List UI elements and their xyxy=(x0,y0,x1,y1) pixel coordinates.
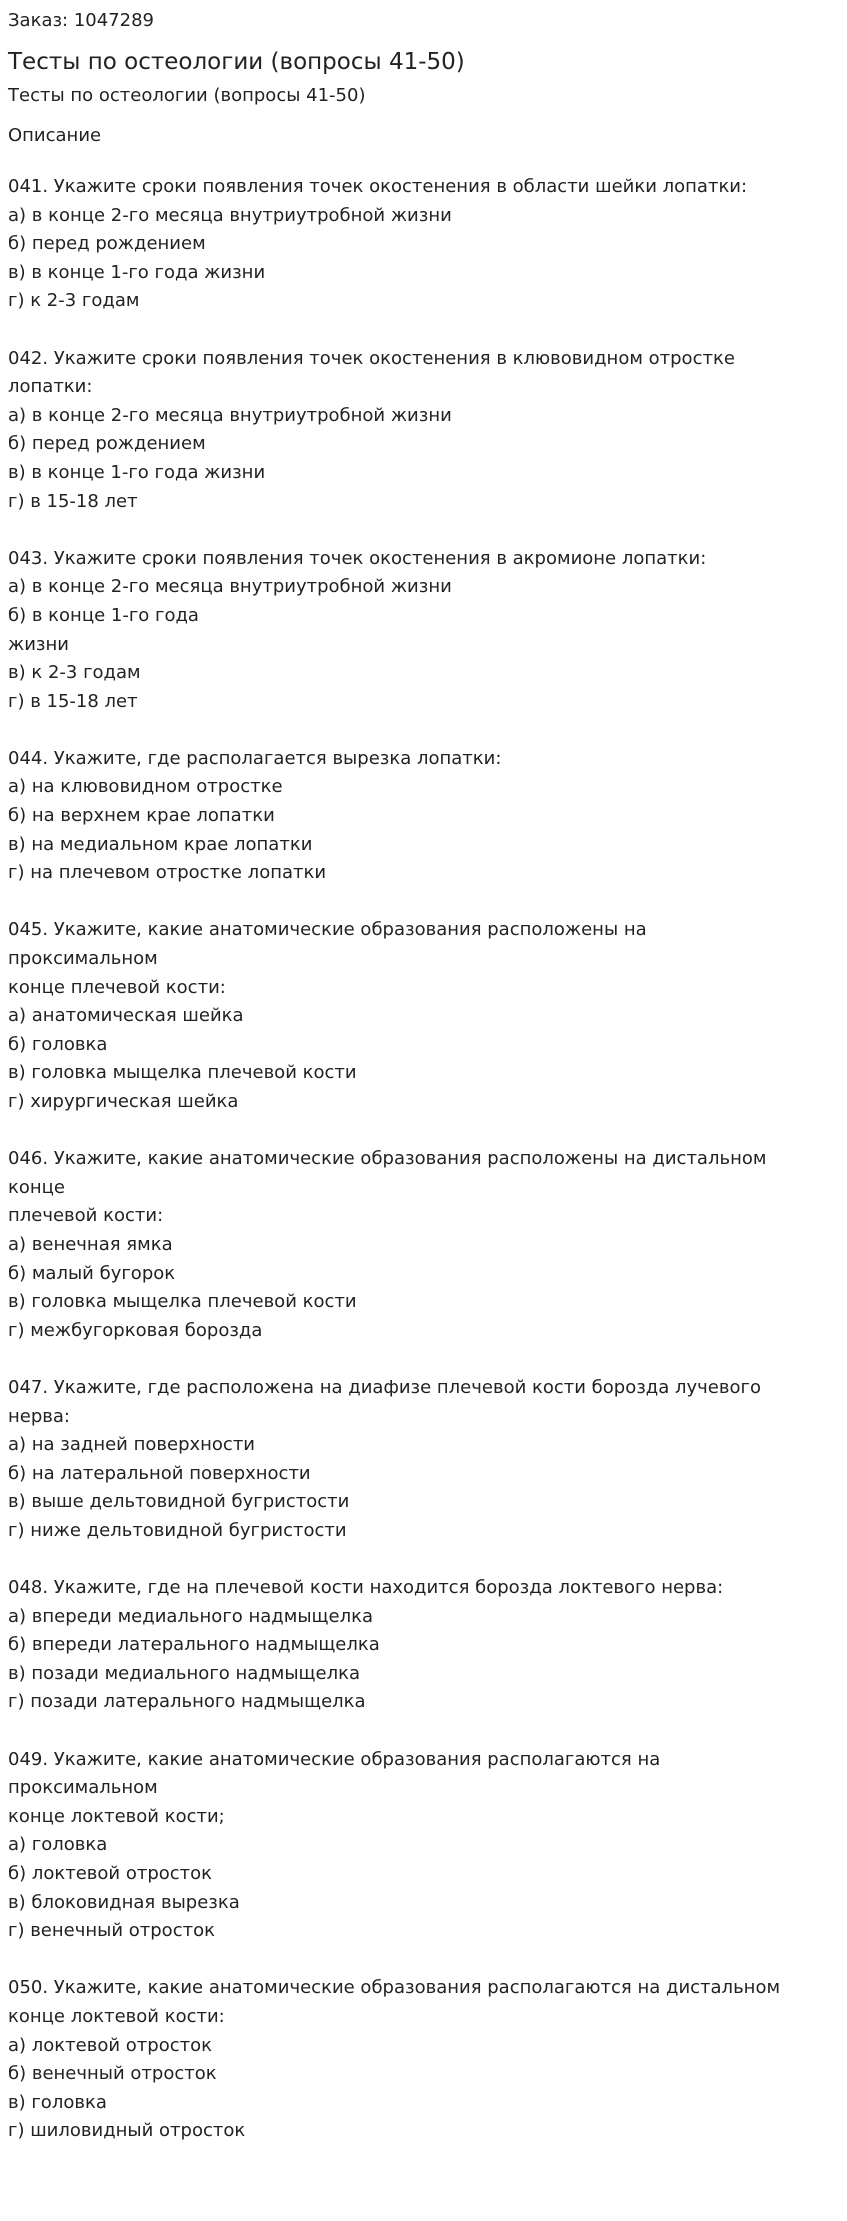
question-text: плечевой кости: xyxy=(8,1205,164,1227)
question-044 xyxy=(8,745,839,888)
question-text: нерва: xyxy=(8,1405,70,1427)
answer-option: в) головка мыщелка плечевой кости xyxy=(8,1062,357,1084)
question-text: проксимальном xyxy=(8,948,158,970)
answer-option: а) венечная ямка xyxy=(8,1233,173,1255)
answer-option: в) блоковидная вырезка xyxy=(8,1891,240,1913)
question-text: 049. Укажите, какие анатомические образования располагаются на xyxy=(8,1748,661,1770)
question-text: конце xyxy=(8,1176,65,1198)
question-047 xyxy=(8,1374,839,1546)
answer-option: б) в конце 1-го года xyxy=(8,604,199,626)
question-text: 042. Укажите сроки появления точек окостенения в клювовидном отростке xyxy=(8,347,735,369)
answer-option: б) впереди латерального надмыщелка xyxy=(8,1634,380,1656)
question-048 xyxy=(8,1574,839,1717)
question-041 xyxy=(8,173,839,316)
answer-option: в) головка xyxy=(8,2091,107,2113)
answer-option: б) перед рождением xyxy=(8,233,206,255)
question-045 xyxy=(8,916,839,1116)
answer-option: б) локтевой отросток xyxy=(8,1863,213,1885)
order-number: Заказ: 1047289 xyxy=(8,10,154,31)
question-text: конце плечевой кости: xyxy=(8,976,226,998)
answer-option: а) головка xyxy=(8,1834,108,1856)
answer-option: а) на клювовидном отростке xyxy=(8,776,283,798)
answer-option: а) в конце 2-го месяца внутриутробной жизни xyxy=(8,204,452,226)
answer-option: в) позади медиального надмыщелка xyxy=(8,1662,360,1684)
description-label: Описание xyxy=(8,125,102,146)
answer-option: г) в 15-18 лет xyxy=(8,490,138,512)
question-050 xyxy=(8,1974,839,2146)
question-text: лопатки: xyxy=(8,376,93,398)
answer-option: б) венечный отросток xyxy=(8,2063,217,2085)
question-text: 041. Укажите сроки появления точек окостенения в области шейки лопатки: xyxy=(8,176,748,197)
answer-option: г) венечный отросток xyxy=(8,1920,215,1942)
question-text: конце локтевой кости: xyxy=(8,2006,225,2027)
answer-option: в) в конце 1-го года жизни xyxy=(8,261,266,283)
answer-option: г) шиловидный отросток xyxy=(8,2120,246,2142)
answer-option: а) на задней поверхности xyxy=(8,1434,256,1456)
answer-option: в) выше дельтовидной бугристости xyxy=(8,1491,350,1513)
answer-option: б) перед рождением xyxy=(8,433,206,455)
answer-option: а) впереди медиального надмыщелка xyxy=(8,1605,373,1627)
answer-option: г) позади латерального надмыщелка xyxy=(8,1691,366,1713)
question-042 xyxy=(8,345,839,517)
question-text: 050. Укажите, какие анатомические образования располагаются на дистальном xyxy=(8,1977,781,1999)
question-text: 047. Укажите, где расположена на диафизе плечевой кости борозда лучевого xyxy=(8,1376,761,1398)
answer-option: г) хирургическая шейка xyxy=(8,1091,239,1112)
question-text: проксимальном xyxy=(8,1777,158,1799)
question-text: 045. Укажите, какие анатомические образования расположены на xyxy=(8,919,647,941)
answer-option: г) ниже дельтовидной бугристости xyxy=(8,1519,347,1541)
answer-option: б) головка xyxy=(8,1033,108,1055)
answer-option: в) на медиальном крае лопатки xyxy=(8,833,313,855)
answer-option: в) в конце 1-го года жизни xyxy=(8,461,266,483)
question-text: конце локтевой кости; xyxy=(8,1805,225,1827)
page-subtitle: Тесты по остеологии (вопросы 41-50) xyxy=(8,85,366,106)
answer-option: жизни xyxy=(8,633,69,655)
question-text: 046. Укажите, какие анатомические образования расположены на дистальном xyxy=(8,1148,767,1170)
question-text: 048. Укажите, где на плечевой кости находится борозда локтевого нерва: xyxy=(8,1577,724,1599)
answer-option: а) в конце 2-го месяца внутриутробной жизни xyxy=(8,576,452,598)
answer-option: б) на верхнем крае лопатки xyxy=(8,805,275,827)
answer-option: а) анатомическая шейка xyxy=(8,1005,244,1027)
question-text: 044. Укажите, где располагается вырезка лопатки: xyxy=(8,747,502,769)
question-043 xyxy=(8,545,839,717)
answer-option: г) к 2-3 годам xyxy=(8,290,140,312)
page-title: Тесты по остеологии (вопросы 41-50) xyxy=(8,49,465,75)
question-049 xyxy=(8,1746,839,1946)
answer-option: г) в 15-18 лет xyxy=(8,690,138,712)
question-text: 043. Укажите сроки появления точек окостенения в акромионе лопатки: xyxy=(8,547,707,569)
answer-option: в) головка мыщелка плечевой кости xyxy=(8,1291,357,1313)
question-list xyxy=(8,173,839,2146)
question-046 xyxy=(8,1145,839,1345)
answer-option: в) к 2-3 годам xyxy=(8,662,141,684)
answer-option: г) на плечевом отростке лопатки xyxy=(8,862,327,884)
answer-option: б) на латеральной поверхности xyxy=(8,1462,311,1484)
answer-option: а) локтевой отросток xyxy=(8,2034,212,2056)
answer-option: б) малый бугорок xyxy=(8,1262,176,1284)
answer-option: а) в конце 2-го месяца внутриутробной жизни xyxy=(8,404,452,426)
answer-option: г) межбугорковая борозда xyxy=(8,1319,263,1341)
